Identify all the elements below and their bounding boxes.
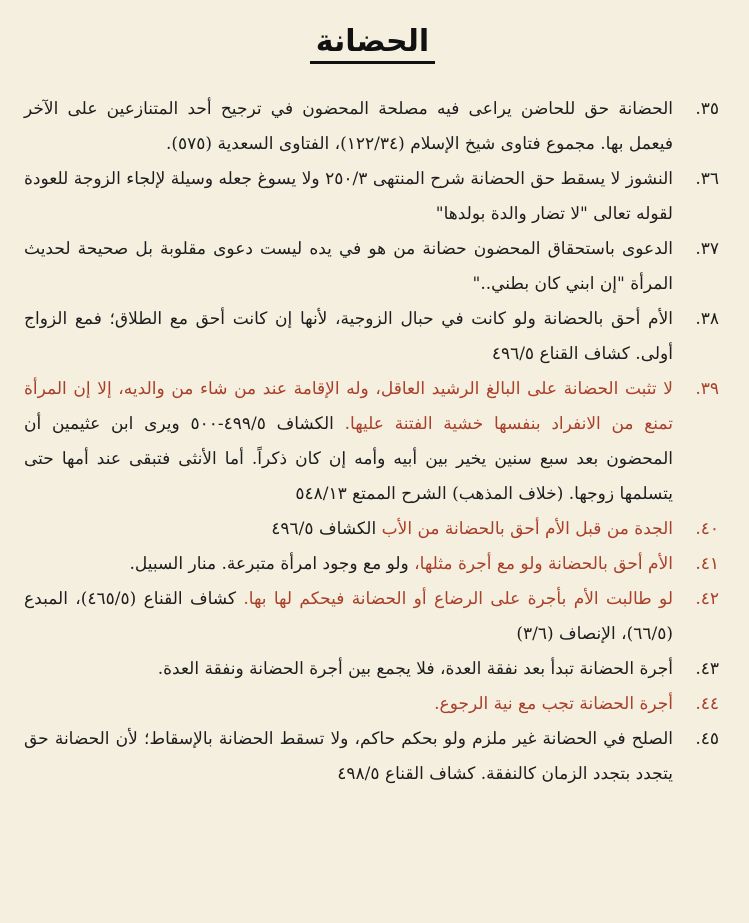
item-text bbox=[24, 372, 673, 512]
item-text bbox=[24, 302, 673, 372]
list-item bbox=[24, 232, 721, 302]
list-item bbox=[24, 687, 721, 722]
item-number: ٣٦. bbox=[695, 169, 719, 189]
body-text: الكشاف ٤٩٦/٥ bbox=[271, 519, 382, 539]
item-number: ٤٠. bbox=[695, 519, 719, 539]
highlighted-text: الجدة من قبل الأم أحق بالحضانة من الأب bbox=[381, 519, 673, 539]
body-text: كشاف القناع (٤٦٥/٥)، المبدع (٦٦/٥)، الإنصاف (٣/٦) bbox=[24, 589, 673, 644]
item-text bbox=[24, 582, 673, 652]
body-text: الأم أحق بالحضانة ولو كانت في حبال الزوجية، لأنها إن كانت أحق مع الطلاق؛ فمع الزواج أولى. كشاف القناع ٤٩٦/٥ bbox=[24, 309, 673, 364]
list-item bbox=[24, 582, 721, 652]
item-number: ٤٢. bbox=[695, 589, 719, 609]
body-text: أجرة الحضانة تبدأ بعد نفقة العدة، فلا يجمع بين أجرة الحضانة ونفقة العدة. bbox=[157, 659, 673, 679]
body-text: ولو مع وجود امرأة متبرعة. منار السبيل. bbox=[129, 554, 415, 574]
item-number: ٤١. bbox=[695, 554, 719, 574]
body-text: النشوز لا يسقط حق الحضانة شرح المنتهى ٢٥٠/٣ ولا يسوغ جعله وسيلة لإلجاء الزوجة للعودة لقوله تعالى "لا تضار والدة بولدها" bbox=[24, 169, 673, 224]
item-number: ٣٨. bbox=[695, 309, 719, 329]
item-number: ٤٤. bbox=[695, 694, 719, 714]
item-number: ٤٣. bbox=[695, 659, 719, 679]
body-text: الصلح في الحضانة غير ملزم ولو بحكم حاكم، ولا تسقط الحضانة بالإسقاط؛ لأن الحضانة حق يتجدد بتجدد الزمان كالنفقة. كشاف القناع ٤٩٨/٥ bbox=[24, 729, 673, 784]
item-number: ٣٩. bbox=[695, 379, 719, 399]
item-text bbox=[24, 232, 673, 302]
title-wrap bbox=[24, 22, 721, 92]
item-text bbox=[24, 547, 673, 582]
item-text bbox=[24, 687, 673, 722]
body-text: الكشاف ٤٩٩/٥-٥٠٠ ويرى ابن عثيمين أن المحضون بعد سبع سنين يخير بين أبيه وأمه إن كان ذكراً. أما الأنثى فتبقى عند أمها حتى يتسلمها زوجها. (خلاف المذهب) الشرح الممتع ٥٤٨/١٣ bbox=[24, 414, 673, 504]
item-number: ٤٥. bbox=[695, 729, 719, 749]
item-text bbox=[24, 162, 673, 232]
highlighted-text: لا تثبت الحضانة على البالغ الرشيد العاقل، وله الإقامة عند من شاء من والديه، إلا إن المرأة تمنع من الانفراد بنفسها خشية الفتنة عليها. bbox=[24, 379, 673, 434]
list-item bbox=[24, 547, 721, 582]
item-number: ٣٥. bbox=[695, 99, 719, 119]
item-text bbox=[24, 722, 673, 792]
highlighted-text: أجرة الحضانة تجب مع نية الرجوع. bbox=[434, 694, 673, 714]
list-item bbox=[24, 92, 721, 162]
rules-list bbox=[24, 92, 721, 792]
list-item bbox=[24, 652, 721, 687]
page-title: الحضانة bbox=[310, 24, 435, 64]
list-item bbox=[24, 302, 721, 372]
list-item bbox=[24, 162, 721, 232]
highlighted-text: لو طالبت الأم بأجرة على الرضاع أو الحضانة فيحكم لها بها. bbox=[243, 589, 674, 609]
item-text bbox=[24, 652, 673, 687]
body-text: الحضانة حق للحاضن يراعى فيه مصلحة المحضون في ترجيح أحد المتنازعين على الآخر فيعمل بها. مجموع فتاوى شيخ الإسلام (١٢٢/٣٤)، الفتاوى السعدية (٥٧٥). bbox=[24, 99, 673, 154]
list-item bbox=[24, 372, 721, 512]
item-text bbox=[24, 92, 673, 162]
item-text bbox=[24, 512, 673, 547]
list-item bbox=[24, 512, 721, 547]
item-number: ٣٧. bbox=[695, 239, 719, 259]
body-text: الدعوى باستحقاق المحضون حضانة من هو في يده ليست دعوى مقلوبة بل صحيحة لحديث المرأة "إن ابني كان بطني.." bbox=[24, 239, 673, 294]
highlighted-text: الأم أحق بالحضانة ولو مع أجرة مثلها، bbox=[414, 554, 673, 574]
list-item bbox=[24, 722, 721, 792]
